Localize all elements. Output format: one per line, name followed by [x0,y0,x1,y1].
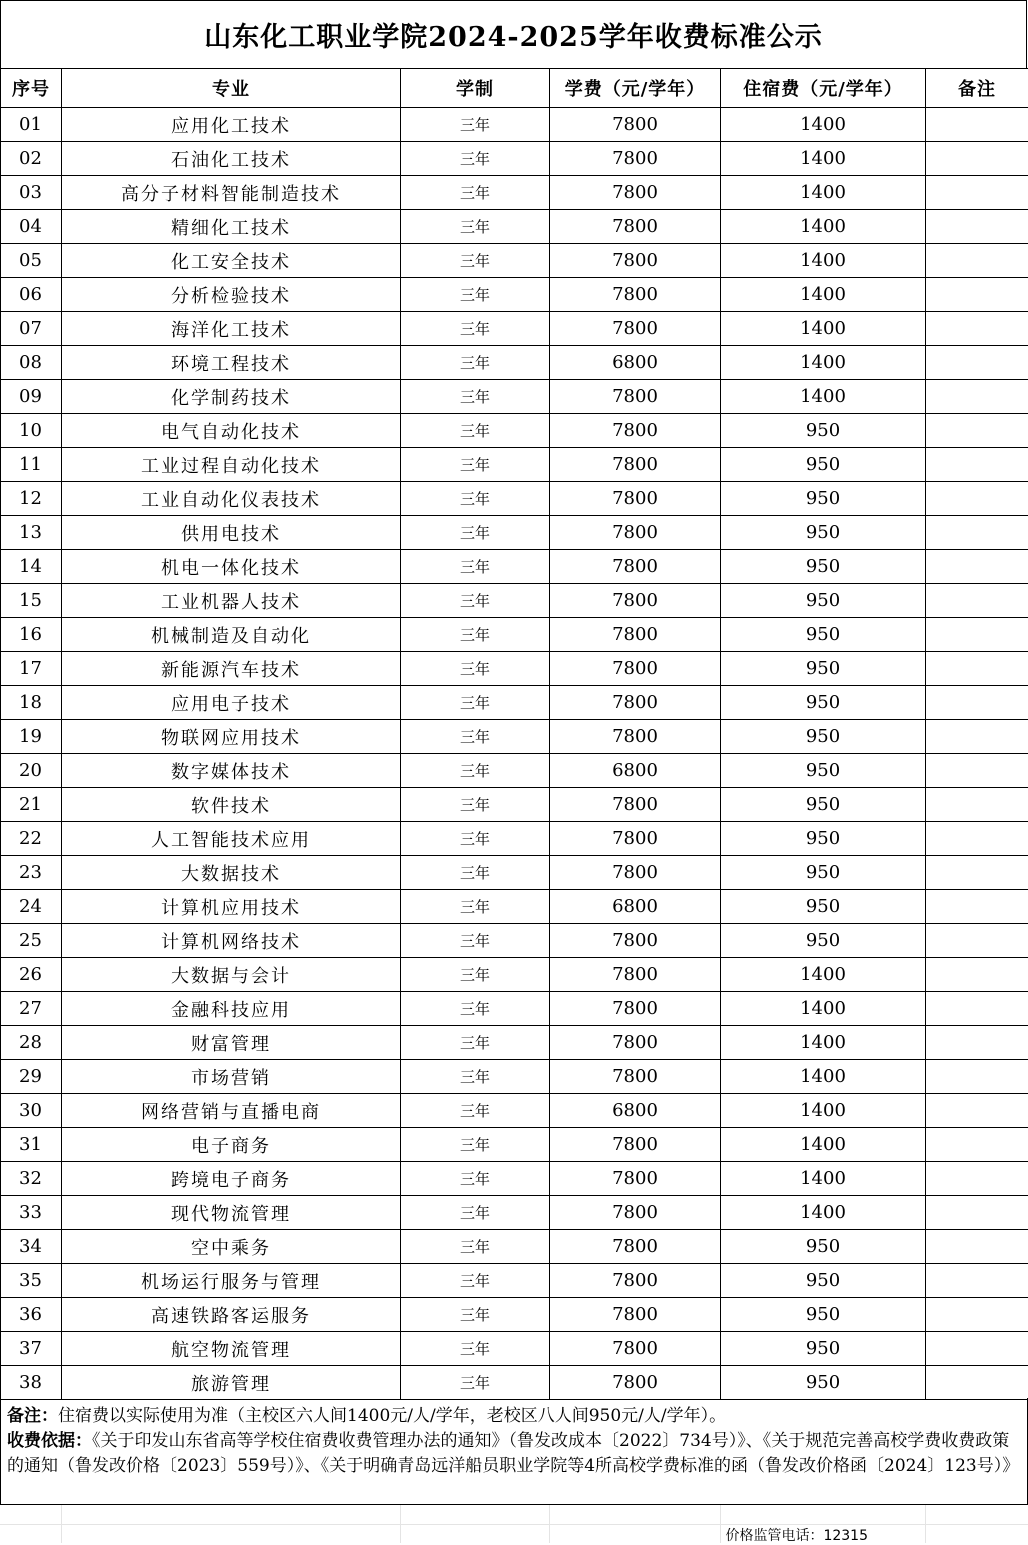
header-dorm: 住宿费（元/学年） [721,69,926,108]
cell-note [926,788,1028,822]
cell-no: 13 [1,516,62,550]
cell-no: 27 [1,992,62,1026]
table-row [1,1128,1028,1162]
cell-dorm: 1400 [721,1162,926,1196]
cell-years: 三年 [401,1298,550,1332]
cell-no: 11 [1,448,62,482]
cell-major: 分析检验技术 [62,278,401,312]
cell-tuition: 7800 [550,618,721,652]
cell-major: 空中乘务 [62,1230,401,1264]
cell-tuition: 7800 [550,1162,721,1196]
cell-years: 三年 [401,720,550,754]
cell-tuition: 6800 [550,346,721,380]
cell-no: 03 [1,176,62,210]
cell-major: 工业自动化仪表技术 [62,482,401,516]
cell-tuition: 7800 [550,1128,721,1162]
cell-major: 机电一体化技术 [62,550,401,584]
cell-dorm: 950 [721,1230,926,1264]
cell-no: 28 [1,1026,62,1060]
cell-years: 三年 [401,142,550,176]
cell-no: 09 [1,380,62,414]
cell-tuition: 7800 [550,1264,721,1298]
grid-line [720,1505,721,1543]
cell-dorm: 1400 [721,380,926,414]
cell-major: 电子商务 [62,1128,401,1162]
cell-years: 三年 [401,482,550,516]
table-row [1,856,1028,890]
cell-years: 三年 [401,1094,550,1128]
table-row [1,618,1028,652]
cell-years: 三年 [401,1060,550,1094]
cell-years: 三年 [401,924,550,958]
cell-major: 化学制药技术 [62,380,401,414]
cell-no: 16 [1,618,62,652]
cell-no: 02 [1,142,62,176]
cell-dorm: 950 [721,856,926,890]
cell-tuition: 7800 [550,482,721,516]
cell-major: 现代物流管理 [62,1196,401,1230]
cell-note [926,584,1028,618]
cell-no: 37 [1,1332,62,1366]
cell-tuition: 7800 [550,142,721,176]
table-row [1,108,1028,142]
cell-years: 三年 [401,890,550,924]
cell-note [926,754,1028,788]
cell-years: 三年 [401,448,550,482]
cell-years: 三年 [401,1026,550,1060]
grid-line [61,1505,62,1543]
cell-tuition: 6800 [550,754,721,788]
cell-note [926,1230,1028,1264]
header-years: 学制 [401,69,550,108]
cell-tuition: 7800 [550,1060,721,1094]
cell-dorm: 950 [721,686,926,720]
cell-dorm: 1400 [721,108,926,142]
cell-dorm: 950 [721,516,926,550]
cell-tuition: 7800 [550,1230,721,1264]
cell-years: 三年 [401,992,550,1026]
cell-no: 35 [1,1264,62,1298]
cell-note [926,822,1028,856]
cell-no: 06 [1,278,62,312]
table-row [1,312,1028,346]
cell-dorm: 950 [721,1366,926,1400]
cell-years: 三年 [401,856,550,890]
cell-major: 计算机应用技术 [62,890,401,924]
cell-years: 三年 [401,278,550,312]
cell-years: 三年 [401,210,550,244]
table-row [1,652,1028,686]
grid-line [925,1505,926,1543]
cell-years: 三年 [401,822,550,856]
table-row [1,822,1028,856]
table-row [1,346,1028,380]
cell-tuition: 7800 [550,822,721,856]
table-row [1,1264,1028,1298]
cell-no: 18 [1,686,62,720]
cell-tuition: 7800 [550,312,721,346]
cell-years: 三年 [401,516,550,550]
cell-note [926,176,1028,210]
cell-major: 机械制造及自动化 [62,618,401,652]
cell-major: 机场运行服务与管理 [62,1264,401,1298]
cell-tuition: 7800 [550,448,721,482]
cell-dorm: 950 [721,482,926,516]
cell-major: 财富管理 [62,1026,401,1060]
cell-tuition: 7800 [550,1332,721,1366]
cell-major: 数字媒体技术 [62,754,401,788]
cell-years: 三年 [401,1366,550,1400]
cell-major: 金融科技应用 [62,992,401,1026]
table-row [1,210,1028,244]
cell-note [926,958,1028,992]
cell-note [926,380,1028,414]
table-row [1,924,1028,958]
table-row [1,516,1028,550]
cell-note [926,1298,1028,1332]
cell-no: 31 [1,1128,62,1162]
table-body [1,108,1028,1400]
cell-note [926,210,1028,244]
cell-note [926,924,1028,958]
cell-note [926,448,1028,482]
cell-tuition: 7800 [550,244,721,278]
cell-dorm: 1400 [721,1196,926,1230]
cell-major: 高速铁路客运服务 [62,1298,401,1332]
cell-major: 人工智能技术应用 [62,822,401,856]
basis-text: 《关于印发山东省高等学校住宿费收费管理办法的通知》（鲁发改成本〔2022〕734号）》、《关于规范完善高校学费收费政策的通知（鲁发改价格〔2023〕559号）》、《关于明确青岛远洋船员职业学院等4所高校学费标准的函（鲁发改价格函〔2024〕123号）》 [7,1431,1019,1476]
cell-tuition: 7800 [550,516,721,550]
cell-years: 三年 [401,108,550,142]
cell-dorm: 1400 [721,958,926,992]
cell-dorm: 1400 [721,176,926,210]
cell-dorm: 1400 [721,1094,926,1128]
cell-major: 海洋化工技术 [62,312,401,346]
cell-major: 电气自动化技术 [62,414,401,448]
cell-note [926,720,1028,754]
page-title: 山东化工职业学院2024-2025学年收费标准公示 [0,0,1027,68]
cell-no: 04 [1,210,62,244]
notes-block [0,1398,1028,1505]
cell-no: 08 [1,346,62,380]
cell-dorm: 950 [721,788,926,822]
cell-dorm: 950 [721,550,926,584]
cell-tuition: 7800 [550,278,721,312]
table-row [1,1026,1028,1060]
cell-no: 25 [1,924,62,958]
cell-note [926,1332,1028,1366]
cell-tuition: 7800 [550,856,721,890]
table-row [1,142,1028,176]
cell-note [926,142,1028,176]
table-row [1,414,1028,448]
remark-line [7,1404,1021,1429]
cell-tuition: 7800 [550,1366,721,1400]
table-row [1,1332,1028,1366]
cell-no: 38 [1,1366,62,1400]
cell-tuition: 7800 [550,686,721,720]
cell-no: 20 [1,754,62,788]
cell-dorm: 950 [721,1332,926,1366]
table-header-row [1,69,1028,108]
cell-tuition: 7800 [550,380,721,414]
table-row [1,958,1028,992]
cell-major: 精细化工技术 [62,210,401,244]
cell-dorm: 950 [721,1298,926,1332]
cell-dorm: 950 [721,584,926,618]
cell-major: 航空物流管理 [62,1332,401,1366]
cell-major: 环境工程技术 [62,346,401,380]
cell-major: 工业过程自动化技术 [62,448,401,482]
cell-no: 19 [1,720,62,754]
cell-tuition: 7800 [550,210,721,244]
cell-major: 供用电技术 [62,516,401,550]
cell-note [926,278,1028,312]
cell-major: 化工安全技术 [62,244,401,278]
cell-no: 36 [1,1298,62,1332]
cell-dorm: 1400 [721,244,926,278]
cell-major: 大数据技术 [62,856,401,890]
empty-grid [0,1505,1028,1543]
cell-dorm: 1400 [721,278,926,312]
remark-text: 住宿费以实际使用为准（主校区六人间1400元/人/学年，老校区八人间950元/人/学年）。 [58,1406,726,1426]
table-row [1,584,1028,618]
cell-years: 三年 [401,788,550,822]
cell-note [926,516,1028,550]
cell-major: 计算机网络技术 [62,924,401,958]
cell-note [926,1026,1028,1060]
cell-no: 26 [1,958,62,992]
cell-major: 市场营销 [62,1060,401,1094]
cell-years: 三年 [401,244,550,278]
grid-line [0,1524,1028,1525]
cell-no: 07 [1,312,62,346]
header-note: 备注 [926,69,1028,108]
cell-major: 网络营销与直播电商 [62,1094,401,1128]
cell-years: 三年 [401,584,550,618]
cell-no: 05 [1,244,62,278]
cell-note [926,856,1028,890]
table-row [1,788,1028,822]
cell-years: 三年 [401,1162,550,1196]
cell-note [926,550,1028,584]
cell-tuition: 7800 [550,108,721,142]
cell-dorm: 1400 [721,992,926,1026]
cell-tuition: 7800 [550,584,721,618]
cell-note [926,1094,1028,1128]
cell-dorm: 950 [721,890,926,924]
cell-dorm: 1400 [721,142,926,176]
cell-dorm: 950 [721,652,926,686]
cell-dorm: 950 [721,448,926,482]
cell-years: 三年 [401,958,550,992]
cell-dorm: 1400 [721,346,926,380]
table-row [1,176,1028,210]
cell-dorm: 950 [721,1264,926,1298]
cell-note [926,652,1028,686]
table-row [1,1298,1028,1332]
cell-dorm: 950 [721,720,926,754]
table-row [1,754,1028,788]
cell-years: 三年 [401,312,550,346]
cell-years: 三年 [401,1264,550,1298]
cell-tuition: 7800 [550,788,721,822]
cell-dorm: 950 [721,754,926,788]
cell-tuition: 6800 [550,890,721,924]
cell-no: 17 [1,652,62,686]
cell-major: 石油化工技术 [62,142,401,176]
cell-note [926,414,1028,448]
cell-years: 三年 [401,346,550,380]
table-row [1,1196,1028,1230]
table-row [1,1060,1028,1094]
cell-years: 三年 [401,380,550,414]
cell-years: 三年 [401,754,550,788]
cell-major: 跨境电子商务 [62,1162,401,1196]
cell-years: 三年 [401,176,550,210]
fee-table [0,68,1028,1400]
cell-years: 三年 [401,1196,550,1230]
cell-note [926,312,1028,346]
table-row [1,482,1028,516]
cell-tuition: 7800 [550,176,721,210]
cell-note [926,1060,1028,1094]
cell-no: 10 [1,414,62,448]
cell-tuition: 7800 [550,1026,721,1060]
cell-dorm: 950 [721,414,926,448]
table-row [1,686,1028,720]
cell-years: 三年 [401,652,550,686]
cell-note [926,346,1028,380]
cell-major: 应用化工技术 [62,108,401,142]
table-row [1,380,1028,414]
cell-note [926,686,1028,720]
cell-dorm: 950 [721,924,926,958]
cell-no: 01 [1,108,62,142]
cell-note [926,482,1028,516]
cell-dorm: 950 [721,618,926,652]
cell-major: 新能源汽车技术 [62,652,401,686]
table-row [1,448,1028,482]
cell-major: 工业机器人技术 [62,584,401,618]
cell-note [926,244,1028,278]
cell-tuition: 7800 [550,652,721,686]
cell-years: 三年 [401,686,550,720]
cell-tuition: 7800 [550,720,721,754]
header-no: 序号 [1,69,62,108]
table-row [1,1230,1028,1264]
table-row [1,890,1028,924]
cell-no: 29 [1,1060,62,1094]
cell-years: 三年 [401,414,550,448]
table-row [1,1162,1028,1196]
cell-tuition: 6800 [550,1094,721,1128]
cell-no: 24 [1,890,62,924]
cell-major: 物联网应用技术 [62,720,401,754]
table-row [1,244,1028,278]
cell-dorm: 950 [721,822,926,856]
cell-no: 15 [1,584,62,618]
cell-no: 22 [1,822,62,856]
cell-no: 33 [1,1196,62,1230]
cell-dorm: 1400 [721,1026,926,1060]
cell-tuition: 7800 [550,414,721,448]
cell-dorm: 1400 [721,312,926,346]
cell-no: 32 [1,1162,62,1196]
cell-years: 三年 [401,1332,550,1366]
cell-no: 30 [1,1094,62,1128]
cell-note [926,890,1028,924]
basis-label: 收费依据： [7,1431,92,1451]
cell-tuition: 7800 [550,924,721,958]
cell-tuition: 7800 [550,992,721,1026]
cell-major: 高分子材料智能制造技术 [62,176,401,210]
cell-major: 软件技术 [62,788,401,822]
cell-note [926,618,1028,652]
cell-tuition: 7800 [550,958,721,992]
basis-line [7,1429,1021,1479]
cell-note [926,992,1028,1026]
table-row [1,1366,1028,1400]
cell-note [926,1264,1028,1298]
grid-line [549,1505,550,1543]
cell-no: 14 [1,550,62,584]
remark-label: 备注： [7,1406,58,1426]
table-row [1,550,1028,584]
cell-note [926,1196,1028,1230]
cell-dorm: 1400 [721,1060,926,1094]
cell-note [926,1366,1028,1400]
table-row [1,720,1028,754]
cell-note [926,108,1028,142]
table-row [1,992,1028,1026]
cell-major: 大数据与会计 [62,958,401,992]
price-hotline: 价格监管电话：12315 [725,1525,868,1545]
cell-tuition: 7800 [550,1298,721,1332]
cell-no: 12 [1,482,62,516]
table-row [1,1094,1028,1128]
cell-years: 三年 [401,550,550,584]
cell-dorm: 1400 [721,210,926,244]
cell-dorm: 1400 [721,1128,926,1162]
cell-major: 旅游管理 [62,1366,401,1400]
header-major: 专业 [62,69,401,108]
cell-no: 21 [1,788,62,822]
cell-years: 三年 [401,1128,550,1162]
cell-tuition: 7800 [550,550,721,584]
header-tuition: 学费（元/学年） [550,69,721,108]
cell-no: 23 [1,856,62,890]
cell-major: 应用电子技术 [62,686,401,720]
cell-note [926,1162,1028,1196]
grid-line [400,1505,401,1543]
table-row [1,278,1028,312]
cell-no: 34 [1,1230,62,1264]
cell-years: 三年 [401,618,550,652]
cell-years: 三年 [401,1230,550,1264]
cell-note [926,1128,1028,1162]
cell-tuition: 7800 [550,1196,721,1230]
